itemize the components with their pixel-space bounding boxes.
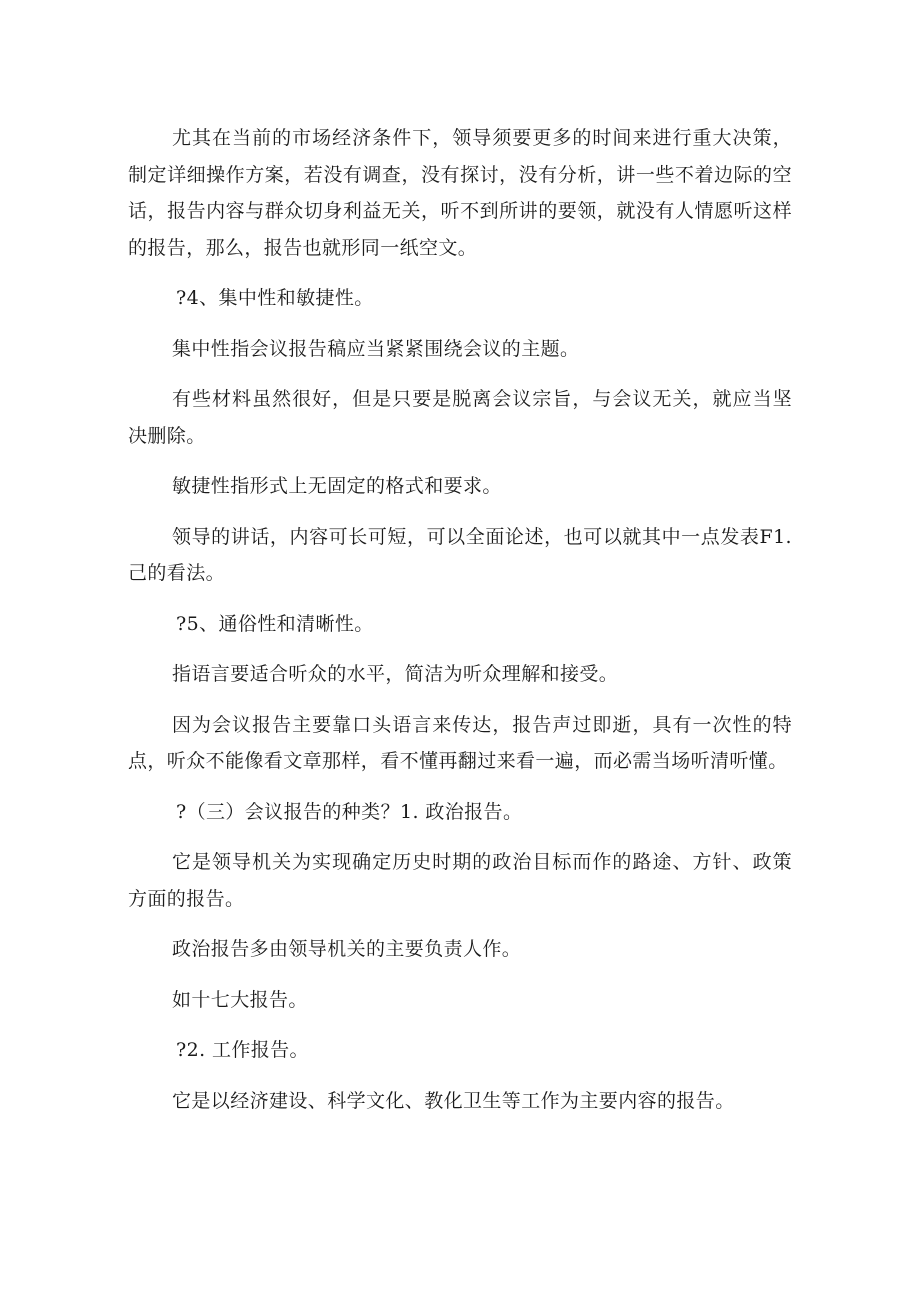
paragraph-delete-irrelevant: 有些材料虽然很好，但是只要是脱离会议宗旨，与会议无关，就应当坚决删除。	[128, 388, 792, 447]
paragraph-language-level: 指语言要适合听众的水平，简洁为听众理解和接受。	[172, 663, 619, 685]
paragraph-leader-speech: 领导的讲话，内容可长可短，可以全面论述，也可以就其中一点发表F1. 己的看法。	[128, 525, 792, 584]
section-heading-popularity: ?5、通俗性和清晰性。	[176, 612, 374, 635]
section-heading-concentration: ?4、集中性和敏捷性。	[176, 287, 374, 309]
section-heading-report-types: ?（三）会议报告的种类？1. 政治报告。	[176, 800, 523, 823]
paragraph-work-report-definition: 它是以经济建设、科学文化、教化卫生等工作为主要内容的报告。	[172, 1089, 735, 1112]
paragraph-concentration-definition: 集中性指会议报告稿应当紧紧围绕会议的主题。	[172, 337, 580, 360]
paragraph-political-report-definition: 它是领导机关为实现确定历史时期的政治目标而作的路途、方针、政策方面的报告。	[128, 851, 792, 910]
paragraph-political-report-presenter: 政治报告多由领导机关的主要负责人作。	[172, 938, 522, 960]
paragraph-oral-language: 因为会议报告主要靠口头语言来传达，报告声过即逝，具有一次性的特点，听众不能像看文章那样，看不懂再翻过来看一遍，而必需当场听清听懂。	[128, 713, 792, 772]
paragraph-market-economy: 尤其在当前的市场经济条件下，领导须要更多的时间来进行重大决策，制定详细操作方案，若没有调查，没有探讨，没有分析，讲一些不着边际的空话，报告内容与群众切身利益无关，听不到所讲的要领，就没有人情愿听这样的报告，那么，报告也就形同一纸空文。	[128, 127, 792, 259]
section-heading-work-report: ?2. 工作报告。	[176, 1039, 309, 1061]
paragraph-agility-definition: 敏捷性指形式上无固定的格式和要求。	[172, 475, 502, 497]
paragraph-example-17th-congress: 如十七大报告。	[172, 988, 308, 1011]
